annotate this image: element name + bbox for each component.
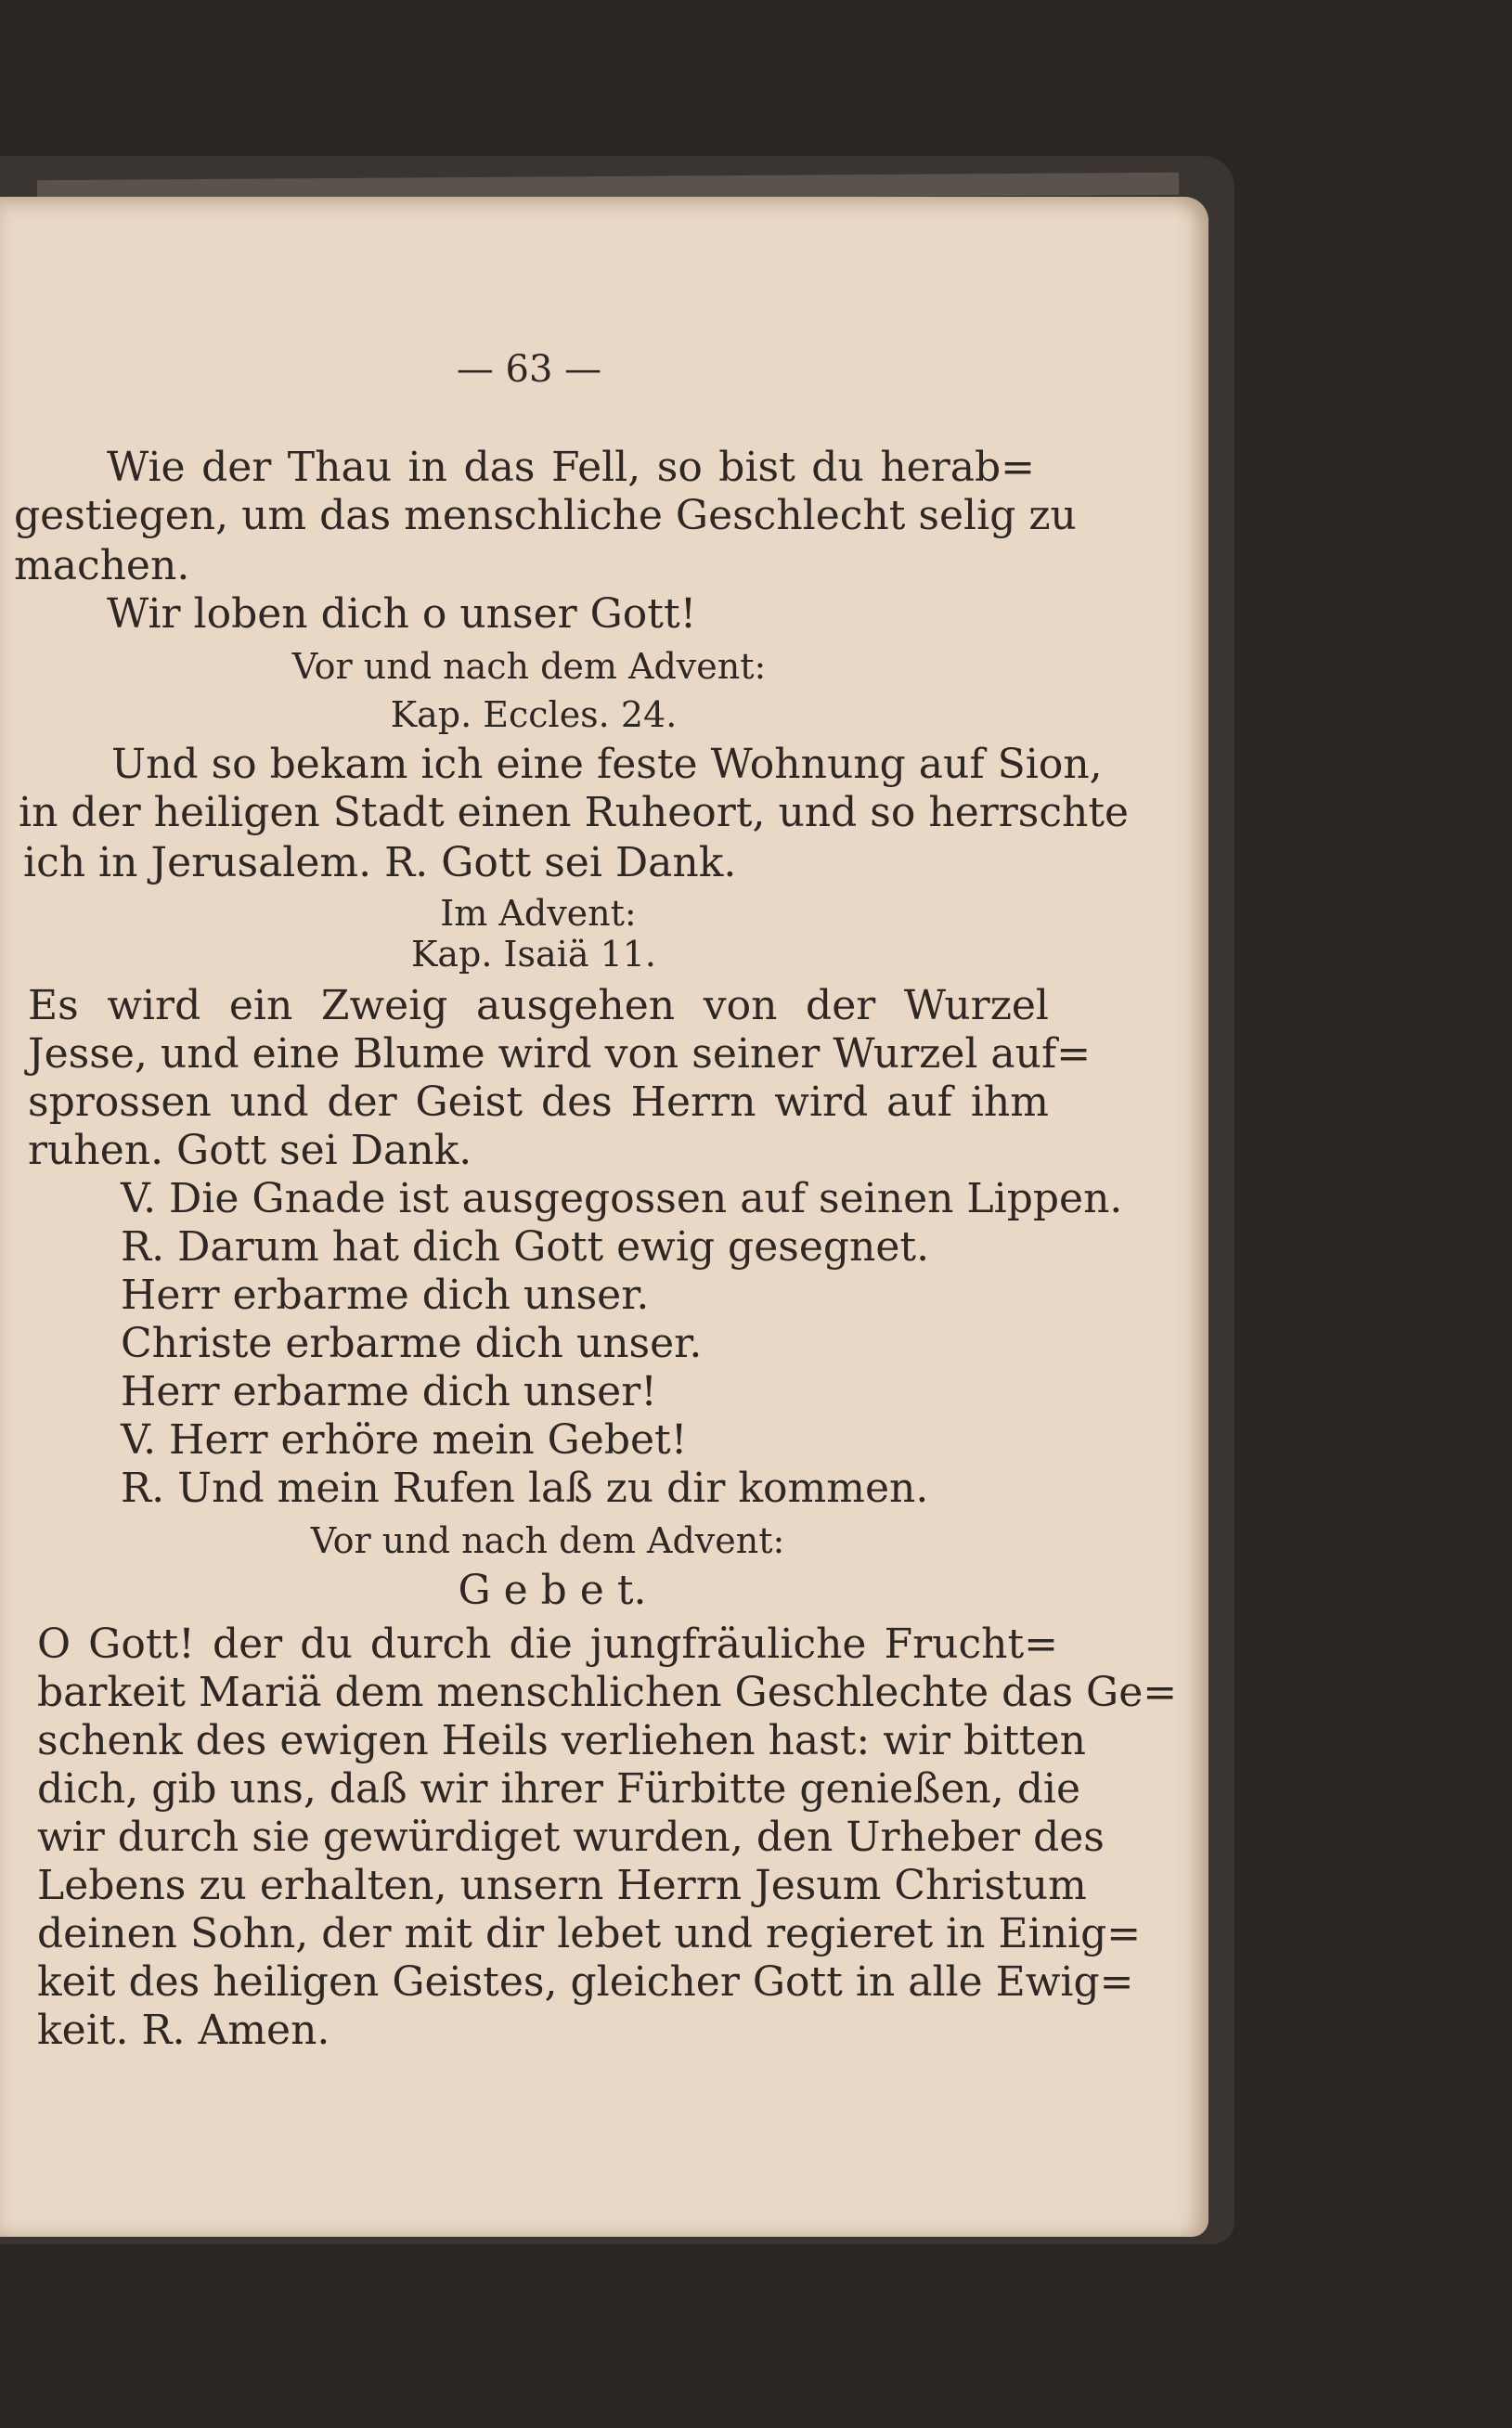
response-line: R. Darum hat dich Gott ewig gesegnet. <box>121 1223 930 1271</box>
text-line: Es wird ein Zweig ausgehen von der Wurzel <box>28 982 1049 1029</box>
versicle-line: V. Herr erhöre mein Gebet! <box>121 1416 688 1464</box>
text-line: barkeit Mariä dem menschlichen Geschlechte das Ge= <box>37 1669 1178 1716</box>
text-line: schenk des ewigen Heils verliehen hast: wir bitten <box>37 1717 1086 1764</box>
text-line: Jesse, und eine Blume wird von seiner Wurzel auf= <box>28 1030 1092 1078</box>
chapter-reference: Kap. Isaiä 11. <box>410 934 656 975</box>
versicle-line: V. Die Gnade ist ausgegossen auf seinen Lippen. <box>121 1175 1123 1222</box>
kyrie-line: Herr erbarme dich unser! <box>121 1368 657 1415</box>
text-line: keit. R. Amen. <box>37 2007 330 2054</box>
text-line: Und so bekam ich eine feste Wohnung auf Sion, <box>111 741 1103 788</box>
page-number: — 63 — <box>456 348 602 391</box>
text-line: ich in Jerusalem. R. Gott sei Dank. <box>23 839 737 886</box>
text-line: deinen Sohn, der mit dir lebet und regieret in Einig= <box>37 1910 1142 1957</box>
section-heading: Im Advent: <box>440 893 637 934</box>
text-line: O Gott! der du durch die jungfräuliche Frucht= <box>37 1621 1058 1668</box>
text-line: machen. <box>14 542 190 589</box>
kyrie-line: Herr erbarme dich unser. <box>121 1272 650 1319</box>
text-line: in der heiligen Stadt einen Ruheort, und so herrschte <box>19 789 1130 836</box>
text-line: dich, gib uns, daß wir ihrer Fürbitte genießen, die <box>37 1765 1081 1813</box>
text-line: Lebens zu erhalten, unsern Herrn Jesum Christum <box>37 1862 1087 1909</box>
text-line: keit des heiligen Geistes, gleicher Gott in alle Ewig= <box>37 1958 1134 2006</box>
response-line: R. Und mein Rufen laß zu dir kommen. <box>121 1465 929 1512</box>
prayer-title: G e b e t. <box>458 1567 647 1614</box>
text-line: ruhen. Gott sei Dank. <box>28 1127 472 1174</box>
text-line: Wir loben dich o unser Gott! <box>107 590 697 638</box>
text-line: gestiegen, um das menschliche Geschlecht selig zu <box>14 492 1077 539</box>
chapter-reference: Kap. Eccles. 24. <box>390 694 678 735</box>
text-line: sprossen und der Geist des Herrn wird auf ihm <box>28 1078 1049 1126</box>
section-heading: Vor und nach dem Advent: <box>310 1520 785 1561</box>
section-heading: Vor und nach dem Advent: <box>291 646 767 687</box>
kyrie-line: Christe erbarme dich unser. <box>121 1320 703 1367</box>
text-line: wir durch sie gewürdiget wurden, den Urheber des <box>37 1814 1105 1861</box>
text-line: Wie der Thau in das Fell, so bist du herab= <box>107 444 1035 491</box>
